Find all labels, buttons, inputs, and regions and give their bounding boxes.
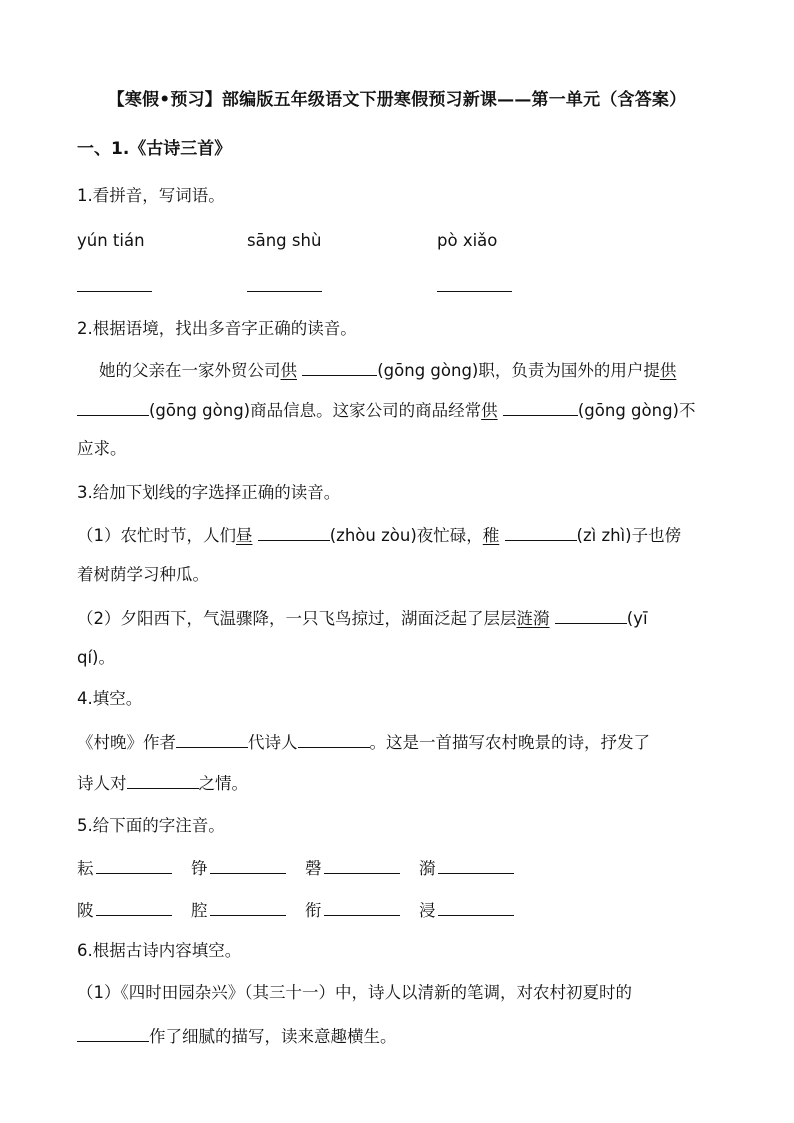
q6-s1-line-1: （1）《四时田园杂兴》（其三十一）中，诗人以清新的笔调，对农村初夏时的 [77,983,632,1002]
underlined-char: 昼 [236,526,253,545]
answer-blank[interactable] [77,398,149,416]
q3-s2-line-1: （2）夕阳西下，气温骤降，一只飞鸟掠过，湖面泛起了层层涟漪 (yī [77,606,648,630]
answer-blank[interactable] [555,606,627,624]
answer-blank[interactable] [96,856,172,874]
q2-prompt: 2.根据语境，找出多音字正确的读音。 [77,319,357,338]
underlined-char: 稚 [482,526,500,545]
answer-blank[interactable] [210,856,286,874]
answer-blank[interactable] [302,358,377,376]
q6-prompt: 6.根据古诗内容填空。 [77,941,242,960]
q1-pinyin-3: pò xiǎo [437,231,498,250]
answer-blank[interactable] [176,730,248,748]
answer-blank[interactable] [96,898,172,916]
q5-item: 腔 [191,898,286,922]
q1-answer-blank-2[interactable] [247,291,322,292]
answer-blank[interactable] [210,898,286,916]
q3-s2-line-2: qí)。 [77,648,115,667]
q4-line-2: 诗人对 之情。 [77,771,248,795]
answer-blank[interactable] [324,898,400,916]
underlined-word: 涟漪 [516,609,550,628]
q5-item: 漪 [419,856,514,880]
answer-blank[interactable] [503,398,578,416]
q1-pinyin-1: yún tián [77,231,145,250]
q5-item: 陂 [77,898,172,922]
underlined-char: 供 [659,361,677,380]
q1-prompt: 1.看拼音，写词语。 [77,186,225,205]
q4-line-1: 《村晚》作者 代诗人 。这是一首描写农村晚景的诗，抒发了 [77,730,650,754]
q3-s1-line-2: 着树荫学习种瓜。 [77,565,209,584]
q5-item: 浸 [419,898,514,922]
answer-blank[interactable] [77,1024,149,1042]
q3-s1-line-1: （1）农忙时节，人们昼 (zhòu zòu)夜忙碌，稚 (zì zhì)子也傍 [77,523,681,547]
q1-pinyin-2: sāng shù [247,231,322,250]
q5-item: 耘 [77,856,172,880]
q3-prompt: 3.给加下划线的字选择正确的读音。 [77,483,341,502]
answer-blank[interactable] [298,730,370,748]
q2-line-2: (gōng gòng)商品信息。这家公司的商品经常供 (gōng gòng)不 [77,398,696,422]
q4-prompt: 4.填空。 [77,689,143,708]
q2-line-1: 她的父亲在一家外贸公司供 (gōng gòng)职，负责为国外的用户提供 [99,358,676,382]
q5-item: 衔 [305,898,400,922]
section-heading: 一、1.《古诗三首》 [77,139,232,159]
answer-blank[interactable] [324,856,400,874]
q6-s1-line-2: 作了细腻的描写，读来意趣横生。 [77,1024,397,1048]
underlined-char: 供 [481,401,498,420]
q5-prompt: 5.给下面的字注音。 [77,816,225,835]
answer-blank[interactable] [258,523,330,541]
answer-blank[interactable] [438,856,514,874]
document-title: 【寒假•预习】部编版五年级语文下册寒假预习新课——第一单元（含答案） [107,90,687,110]
q5-item: 磬 [305,856,400,880]
answer-blank[interactable] [505,523,577,541]
answer-blank[interactable] [127,771,199,789]
q1-answer-blank-1[interactable] [77,291,152,292]
q5-item: 铮 [191,856,286,880]
underlined-char: 供 [280,361,297,380]
answer-blank[interactable] [438,898,514,916]
q2-line-3: 应求。 [77,439,127,458]
q1-answer-blank-3[interactable] [437,291,512,292]
